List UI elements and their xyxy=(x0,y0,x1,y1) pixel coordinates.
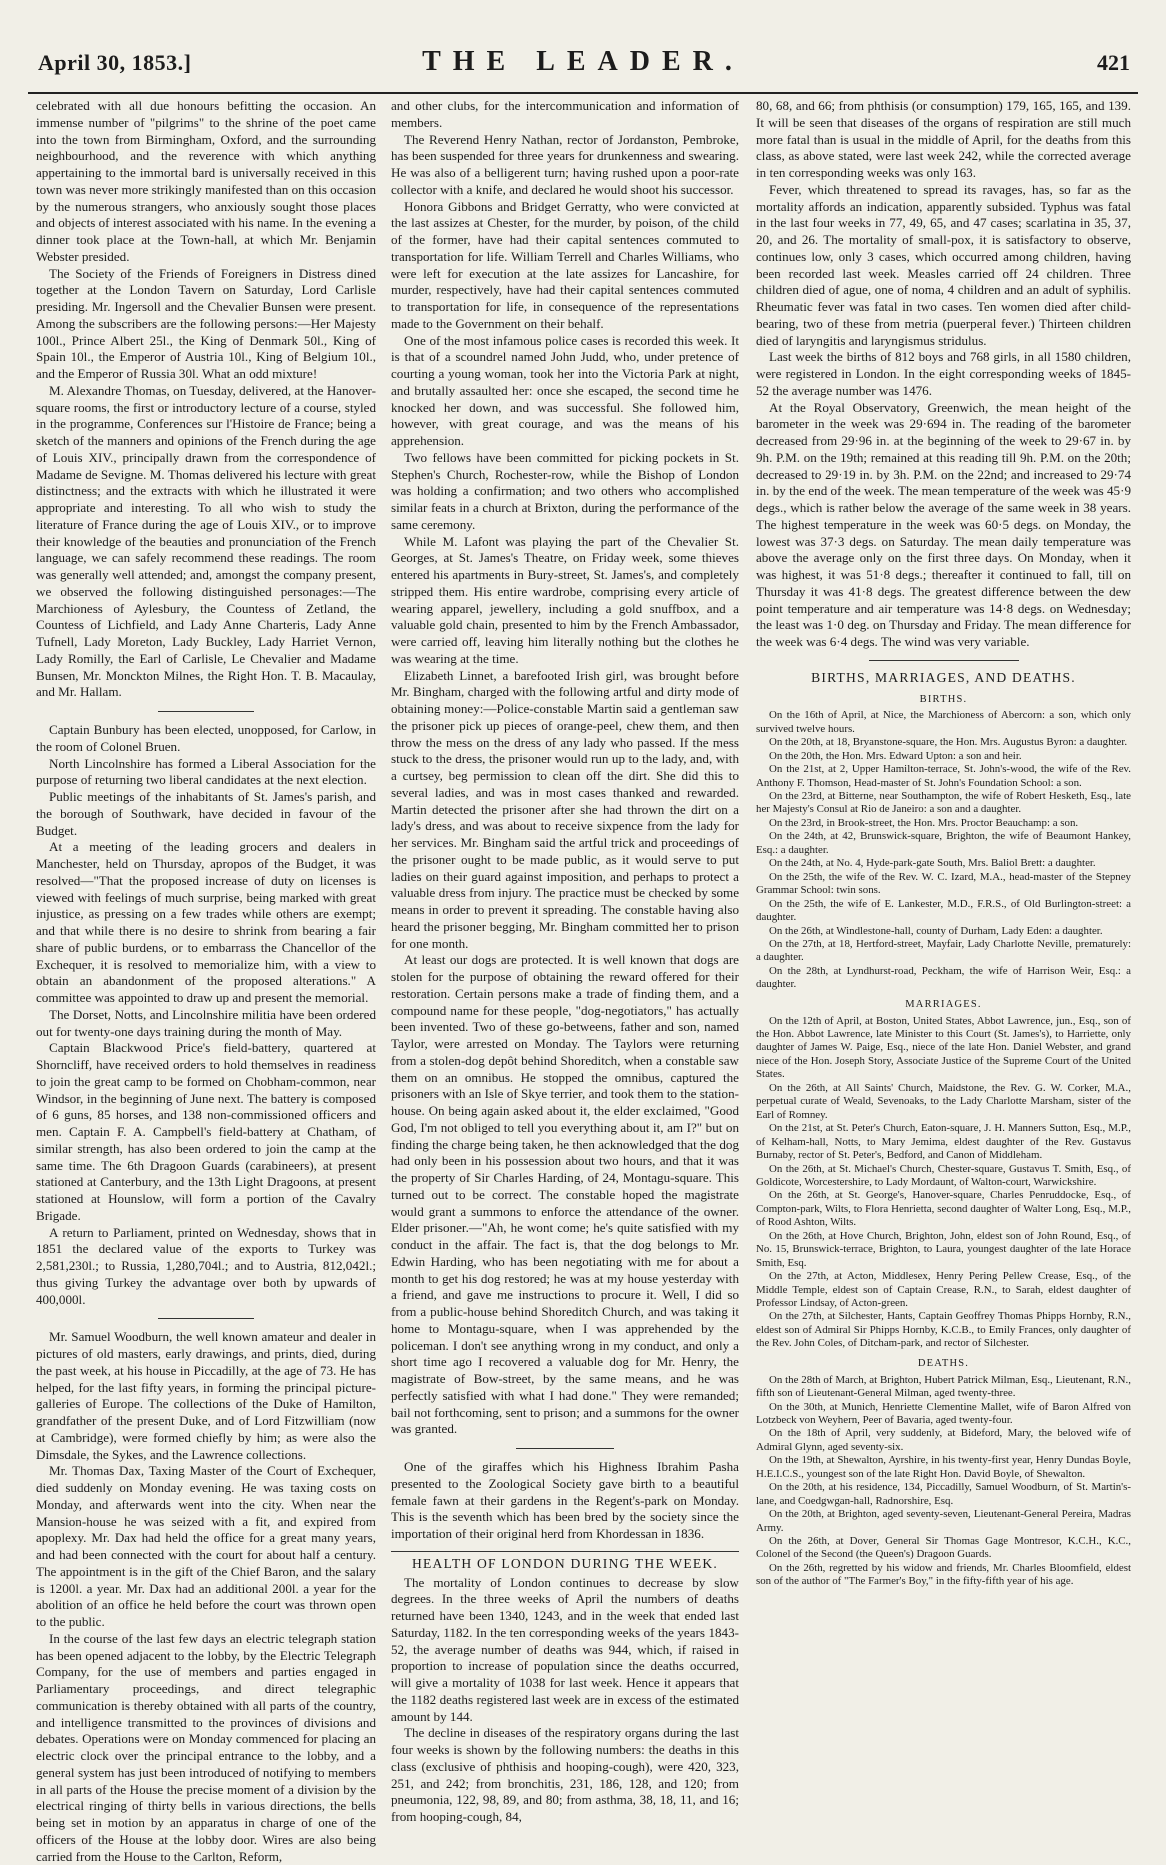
article-paragraph: The Dorset, Notts, and Lincolnshire militia have been ordered out for twenty-one days training during the month of May. xyxy=(36,1006,376,1039)
article-paragraph: At a meeting of the leading grocers and dealers in Manchester, held on Thursday, apropos of the Budget, it was resolved—"That the proposed increase of duty on licenses is viewed with feelings of much surprise, being marked with great injustice, as pressing on a few trades while others are exempt; and that while there is no desire to shrink from bearing a fair share of public burdens, or to embarrass the Chancellor of the Exchequer, it is resolved to memorialize him, with a view to obtain an abandonment of the proposed alterations." A committee was appointed to draw up and present the memorial. xyxy=(36,839,376,1005)
deaths-list xyxy=(756,1374,1131,1589)
section-rule xyxy=(869,660,1019,661)
list-item: On the 20th, at his residence, 134, Piccadilly, Samuel Woodburn, of St. Martin's-lane, and Coedgwgan-hall, Radnorshire, Esq. xyxy=(756,1481,1131,1507)
list-item: On the 24th, at No. 4, Hyde-park-gate South, Mrs. Baliol Brett: a daughter. xyxy=(769,857,1096,870)
issue-date: April 30, 1853.] xyxy=(38,50,192,75)
list-item: On the 21st, at 2, Upper Hamilton-terrace, St. John's-wood, the wife of the Rev. Anthony F. Thomson, Head-master of St. John's Foundation School: a son. xyxy=(756,763,1131,789)
list-item: On the 21st, at St. Peter's Church, Eaton-square, J. H. Manners Sutton, Esq., M.P., of Kelham-hall, Notts, to Mary Jemima, eldest daughter of the Rev. Gustavus Burnaby, rector of St. Peter's, Bedford, and Canon of Middleham. xyxy=(756,1122,1131,1162)
deaths-heading: DEATHS. xyxy=(917,1357,970,1369)
list-item: On the 26th, at St. George's, Hanover-square, Charles Penruddocke, Esq., of Compton-park, Wilts, to Flora Henrietta, second daughter of Walter Long, Esq., M.P., of Rood Ashton, Wilts. xyxy=(756,1189,1131,1229)
health-paragraph: The mortality of London continues to decrease by slow degrees. In the three weeks of April the numbers of deaths returned have been 1340, 1243, and in the week that ended last Saturday, 1182. In the ten corresponding weeks of the years 1843-52, the average number of deaths was 944, which, if raised in proportion to increase of population since the deaths occurred, will give a mortality of 1038 for last week. Hence it appears that the 1182 deaths registered last week are in excess of the estimated amount by 144. xyxy=(391,1574,739,1724)
list-item: On the 26th, at Dover, General Sir Thomas Gage Montresor, K.C.H., K.C., Colonel of the Second (the Queen's) Dragoon Guards. xyxy=(756,1535,1131,1561)
health-paragraph: At the Royal Observatory, Greenwich, the mean height of the barometer in the week was 29·694 in. The reading of the barometer decreased from 29·96 in. at the beginning of the week to 29·67 in. by 9h. P.M. on the 19th; remained at this reading till 9h. P.M. on the 20th; decreased to 29·19 in. by 3h. P.M. on the 22nd; and increased to 29·74 in. by the end of the week. The mean temperature of the week was 45·9 degs., which is rather below the average of the same week in 38 years. The highest temperature in the week was 60·5 degs. on Monday, the lowest was 37·3 degs. on Saturday. The mean daily temperature was above the average only on the first three days. On Monday, when it was highest, it was 51·8 degs.; thereafter it continued to fall, till on Thursday it was 41·8 degs. The greatest difference between the dew point temperature and air temperature was 14·8 degs. on Wednesday; the least was 1·0 deg. on Thursday and Friday. The mean difference for the week was 6·4 degs. The wind was very variable. xyxy=(756,399,1131,649)
list-item: On the 27th, at Acton, Middlesex, Henry Pering Pellew Crease, Esq., of the Middle Temple, eldest son of Captain Crease, R.N., to Sarah, eldest daughter of Professor Lindsay, of Acton-green. xyxy=(756,1270,1131,1310)
separator-rule xyxy=(158,711,253,712)
article-paragraph: At least our dogs are protected. It is well known that dogs are stolen for the purpose of obtaining the reward offered for their restoration. Certain persons make a trade of finding them, and a compound name for these people, "dog-negotiators," has actually been invented. Two of these go-betweens, father and son, named Taylor, were arrested on Monday. The Taylors were returning from a stolen-dog depôt behind Shoreditch, when a constable saw them on an omnibus. He stopped the omnibus, captured the prisoners with an Isle of Skye terrier, and took them to the station-house. On being again asked about it, the elder exclaimed, "Good God, I'm not obliged to tell you everything about it, am I?" but on finding the charge being taken, he then acknowledged that the dog had only been in his possession about two hours, and that it was the property of Sir Charles Harding, of 24, Montagu-square. This turned out to be correct. The constable hoped the magistrate would grant a summons to enforce the attendance of the owner. Elder prisoner.—"Ah, he wont come; he's quite satisfied with my conduct in the affair. The fact is, that the dog belongs to Mr. Edwin Harding, who has been negotiating with me for about a month to get his dog restored; he was at my house yesterday with a friend, and gave me instructions to procure it. Well, I did so from a public-house behind Shoreditch Church, and was taking it home to Montagu-square, when I was apprehended by the policeman. I don't see anything wrong in my conduct, and only a short time ago I recovered a valuable dog for Mr. Henry, the magistrate of Bow-street, by the same means, and he was perfectly satisfied with what I had done." They were remanded; bail not forthcoming, sent to prison; and a summons for the owner was granted. xyxy=(391,952,739,1437)
marriages-list xyxy=(756,1015,1131,1351)
column-1 xyxy=(36,98,376,1865)
article-paragraph: The Society of the Friends of Foreigners in Distress dined together at the London Tavern on Saturday, Lord Carlisle presiding. Mr. Ingersoll and the Chevalier Bunsen were present. Among the subscribers are the following persons:—Her Majesty 100l., Prince Albert 25l., the King of Denmark 50l., King of Spain 10l., the Emperor of Austria 10l., King of Belgium 10l., and the Emperor of Russia 30l. What an odd mixture! xyxy=(36,265,376,381)
list-item: On the 24th, at 42, Brunswick-square, Brighton, the wife of Beaumont Hankey, Esq.: a daughter. xyxy=(756,830,1131,856)
article-paragraph: Elizabeth Linnet, a barefooted Irish girl, was brought before Mr. Bingham, charged with the following artful and dirty mode of obtaining money:—Police-constable Martin said a gentleman saw the prisoner pick up pieces of orange-peel, chew them, and then throw the mess on the dress of any lady who passed. If the mess stuck to the dress, the prisoner would run up to the lady, and, with a curtsey, beg permission to clean off the dirt. She did this to several ladies, and was in most cases thanked and rewarded. Martin detected the prisoner after she had thrown the dirt on a lady's dress, and was about to receive sixpence from the lady for her services. Mr. Bingham said the artful trick and proceedings of the prisoner ought to be made public, as it would serve to put ladies on their guard against imposition, and perhaps to protect a valuable dress from injury. The practice must be checked by some means in order to prevent it spreading. The constable having also heard the prisoner begging, Mr. Bingham committed her to prison for one month. xyxy=(391,667,739,951)
health-paragraph: Fever, which threatened to spread its ravages, has, so far as the mortality affords an indication, apparently subsided. Typhus was fatal in the last four weeks in 77, 49, 65, and 47 cases; scarlatina in 35, 37, 20, and 26. The mortality of small-pox, it is satisfactory to observe, continues low, only 3 cases, which occurred among children, having been recorded last week. Measles carried off 24 children. Three children died of ague, one of noma, 4 children and an adult of syphilis. Rheumatic fever was fatal in two cases. Ten women died after child-bearing, two of these from metria (puerperal fever.) Thirteen children died of laryngitis and laryngismus stridulus. xyxy=(756,181,1131,348)
column-2 xyxy=(391,98,739,1826)
list-item: On the 23rd, at Bitterne, near Southampton, the wife of Robert Hesketh, Esq., late her Majesty's Consul at Rio de Janeiro: a son and a daughter. xyxy=(756,789,1131,816)
article-paragraph: M. Alexandre Thomas, on Tuesday, delivered, at the Hanover-square rooms, the first or introductory lecture of a course, styled in the programme, Conferences sur l'Histoire de France; being a sketch of the manners and opinions of the French during the age of Louis XIV., principally drawn from the correspondence of Madame de Sevigne. M. Thomas delivered his lecture with great distinctness; and the extracts with which he illustrated it were appropriate and interesting. To all who wish to study the literature of France during the age of Louis XIV., or to improve their knowledge of the beauties and pronunciation of the French language, we can safely recommend these readings. The room was generally well attended; and, amongst the company present, we observed the following distinguished personages:—The Marchioness of Aylesbury, the Countess of Zetland, the Countess of Lichfield, and Lady Anne Charteris, Lady Anne Tufnell, Lady Moreton, Lady Buckley, Lady Harriet Vernon, Lady Romilly, the Earl of Carlisle, Le Chevalier and Madame Bunsen, Mr. Monckton Milnes, the Right Hon. T. B. Macaulay, and Mr. Hallam. xyxy=(36,382,376,700)
list-item: On the 26th, at St. Michael's Church, Chester-square, Gustavus T. Smith, Esq., of Goldicote, Worcestershire, to Lady Mordaunt, of Walton-court, Warwickshire. xyxy=(756,1162,1131,1188)
list-item: On the 20th, at 18, Bryanstone-square, the Hon. Mrs. Augustus Byron: a daughter. xyxy=(769,736,1128,749)
article-paragraph: Public meetings of the inhabitants of St. James's parish, and the borough of Southwark, have decided in favour of the Budget. xyxy=(36,789,376,838)
list-item: On the 16th of April, at Nice, the Marchioness of Abercorn: a son, which only survived twelve hours. xyxy=(756,709,1131,735)
list-item: On the 19th, at Shewalton, Ayrshire, in his twenty-first year, Henry Dundas Boyle, H.E.I.C.S., youngest son of the late Right Hon. David Boyle, of Shewalton. xyxy=(756,1454,1131,1480)
column-3 xyxy=(756,98,1131,1589)
health-paragraph: 80, 68, and 66; from phthisis (or consumption) 179, 165, 165, and 139. It will be seen that diseases of the organs of respiration are still much more fatal than is usual in the middle of April, for the deaths from this class, as above stated, were last week 242, while the corrected average in ten corresponding weeks was only 163. xyxy=(756,98,1131,180)
page-number: 421 xyxy=(1097,50,1130,75)
article-paragraph: Two fellows have been committed for picking pockets in St. Stephen's Church, Rochester-row, while the Bishop of London was holding a confirmation; and two others who accomplished similar feats in a church at Brixton, during the performance of the same ceremony. xyxy=(391,449,739,532)
list-item: On the 26th, at Hove Church, Brighton, John, eldest son of John Round, Esq., of No. 15, Brunswick-terrace, Brighton, to Laura, youngest daughter of the late Horace Smith, Esq. xyxy=(756,1229,1131,1269)
health-heading: HEALTH OF LONDON DURING THE WEEK. xyxy=(412,1555,718,1571)
newspaper-title: THE LEADER. xyxy=(422,46,744,77)
list-item: On the 20th, the Hon. Mrs. Edward Upton: a son and heir. xyxy=(769,749,1022,762)
section-rule xyxy=(391,1551,739,1552)
article-paragraph: Captain Bunbury has been elected, unopposed, for Carlow, in the room of Colonel Bruen. xyxy=(36,722,376,754)
article-paragraph: Captain Blackwood Price's field-battery, quartered at Shorncliff, have received orders to hold themselves in readiness to join the great camp to be formed on Chobham-common, near Windsor, in the beginning of June next. The battery is composed of 6 guns, 85 horses, and 138 non-commissioned officers and men. Captain F. A. Campbell's field-battery at Chatham, of similar strength, has also been ordered to join the camp at the same time. The 6th Dragoon Guards (carabineers), at present stationed at Canterbury, and the 13th Light Dragoons, at present stationed at Hounslow, will form a portion of the Cavalry Brigade. xyxy=(36,1040,376,1223)
article-paragraph: Honora Gibbons and Bridget Gerratty, who were convicted at the last assizes at Chester, for the murder, by poison, of the child of the former, have had their capital sentences commuted to transportation for life. William Terrell and Charles Williams, who were left for execution at the late assizes for Lancashire, for murder, respectively, have had their capital sentences commuted to transportation for life, in consequence of the representations made to the Government on their behalf. xyxy=(391,198,739,331)
article-paragraph: North Lincolnshire has formed a Liberal Association for the purpose of returning two liberal candidates at the next election. xyxy=(36,755,376,788)
list-item: On the 18th of April, very suddenly, at Bideford, Mary, the beloved wife of Admiral Glynn, aged seventy-six. xyxy=(756,1427,1131,1453)
births-list xyxy=(756,709,1131,992)
article-paragraph: celebrated with all due honours befitting the occasion. An immense number of "pilgrims" to the shrine of the poet came into the town from Birmingham, Oxford, and the surrounding neighbourhood, and the reverence with which anything appertaining to the immortal bard is universally received in this town was never more strikingly manifested than on this occasion by the numerous strangers, who anxiously sought those places and objects of interest associated with his name. In the evening a dinner took place at the Town-hall, at which Mr. Benjamin Webster presided. xyxy=(36,98,376,264)
article-paragraph: and other clubs, for the intercommunication and information of members. xyxy=(391,98,739,130)
health-paragraph: Last week the births of 812 boys and 768 girls, in all 1580 children, were registered in London. In the eight corresponding weeks of 1845-52 the average number was 1476. xyxy=(756,349,1131,398)
list-item: On the 20th, at Brighton, aged seventy-seven, Lieutenant-General Pereira, Madras Army. xyxy=(756,1508,1131,1534)
births-heading: BIRTHS. xyxy=(919,693,968,705)
giraffe-paragraph: One of the giraffes which his Highness Ibrahim Pasha presented to the Zoological Society gave birth to a beautiful female fawn at their gardens in the Regent's-park on Monday. This is the seventh which has been bred by the society since the importation of their original herd from Khordessan in 1836. xyxy=(391,1459,739,1541)
list-item: On the 26th, regretted by his widow and friends, Mr. Charles Bloomfield, eldest son of the author of "The Farmer's Boy," in the fifty-fifth year of his age. xyxy=(756,1561,1131,1588)
list-item: On the 25th, the wife of the Rev. W. C. Izard, M.A., head-master of the Stepney Grammar School: twin sons. xyxy=(756,870,1131,897)
article-paragraph: In the course of the last few days an electric telegraph station has been opened adjacent to the lobby, by the Electric Telegraph Company, for the use of members and parties engaged in Parliamentary proceedings, and direct telegraphic communication is thereby obtained with all parts of the country, and intelligence transmitted to the provinces of divisions and debates. Operations were on Monday commenced for placing an electric clock over the principal entrance to the lobby, and a general system has just been introduced of notifying to members in all parts of the House the precise moment of a division by the electrical ringing of thirty bells in various directions, the bells being set in motion by an apparatus in charge of one of the officers of the House at the lobby door. Wires are also being carried from the House to the Carlton, Reform, xyxy=(36,1630,376,1864)
article-paragraph: One of the most infamous police cases is recorded this week. It is that of a scoundrel named John Judd, who, under pretence of courting a young woman, took her into the Victoria Park at night, and brutally assaulted her: once she escaped, the second time he knocked her down, and was successful. She followed him, however, with great courage, and was the means of his apprehension. xyxy=(391,332,739,448)
list-item: On the 27th, at 18, Hertford-street, Mayfair, Lady Charlotte Neville, prematurely: a daughter. xyxy=(756,937,1131,964)
header-rule xyxy=(28,92,1138,94)
article-paragraph: Mr. Thomas Dax, Taxing Master of the Court of Exchequer, died suddenly on Monday evening. He was taxing costs on Monday, and afterwards went into the city. When near the Mansion-house he was seized with a fit, and expired from apoplexy. Mr. Dax had held the office for a great many years, and had been connected with the court for about half a century. The appointment is in the gift of the Chief Baron, and the salary is 1200l. a year. Mr. Dax had an additional 200l. a year for the abolition of an office he held before the court was thrown open to the public. xyxy=(36,1463,376,1629)
bmd-heading: BIRTHS, MARRIAGES, AND DEATHS. xyxy=(811,669,1076,685)
list-item: On the 26th, at Windlestone-hall, county of Durham, Lady Eden: a daughter. xyxy=(769,924,1103,937)
list-item: On the 30th, at Munich, Henriette Clementine Mallet, wife of Baron Alfred von Lotzbeck von Weyhern, Peer of Bavaria, aged twenty-four. xyxy=(756,1400,1131,1426)
page-header xyxy=(30,44,1136,92)
article-paragraph: Mr. Samuel Woodburn, the well known amateur and dealer in pictures of old masters, early drawings, and prints, died, during the past week, at his house in Piccadilly, at the age of 73. He has helped, for the last fifty years, in forming the principal picture-galleries of Europe. The collections of the Duke of Hamilton, grandfather of the present Duke, and of Lord Fitzwilliam (now at Cambridge), were formed chiefly by him; as were also the Dimsdale, the Sykes, and the Lawrence collections. xyxy=(36,1329,376,1462)
article-paragraph: The Reverend Henry Nathan, rector of Jordanston, Pembroke, has been suspended for three years for drunkenness and swearing. He was also of a belligerent turn; having rushed upon a poor-rate collector with a knife, and declared he would shoot his successor. xyxy=(391,131,739,197)
list-item: On the 28th of March, at Brighton, Hubert Patrick Milman, Esq., Lieutenant, R.N., fifth son of Lieutenant-General Milman, aged twenty-three. xyxy=(756,1373,1131,1400)
separator-rule xyxy=(516,1448,613,1449)
list-item: On the 27th, at Silchester, Hants, Captain Geoffrey Thomas Phipps Hornby, R.N., eldest son of Admiral Sir Phipps Hornby, K.C.B., to Emily Frances, only daughter of the Rev. John Coles, of Ditcham-park, and rector of Silchester. xyxy=(756,1310,1131,1350)
article-paragraph: A return to Parliament, printed on Wednesday, shows that in 1851 the declared value of the exports to Turkey was 2,581,230l.; to Russia, 1,280,704l.; and to Austria, 812,042l.; thus giving Turkey the advantage over both by upwards of 400,000l. xyxy=(36,1224,376,1307)
separator-rule xyxy=(158,1318,253,1319)
article-paragraph: While M. Lafont was playing the part of the Chevalier St. Georges, at St. James's Theatre, on Friday week, some thieves entered his apartments in Bury-street, St. James's, and completely stripped them. His entire wardrobe, comprising every article of wearing apparel, jewellery, including a gold snuffbox, and a valuable gold chain, presented to him by the French Ambassador, were carried off, leaving him literally nothing but the clothes he was wearing at the time. xyxy=(391,533,739,666)
health-paragraph: The decline in diseases of the respiratory organs during the last four weeks is shown by the following numbers: the deaths in this class (exclusive of phthisis and hooping-cough), were 420, 323, 251, and 242; from bronchitis, 231, 186, 128, and 120; from pneumonia, 122, 98, 89, and 80; from asthma, 38, 18, 11, and 16; from hooping-cough, 84, xyxy=(391,1725,739,1824)
list-item: On the 23rd, in Brook-street, the Hon. Mrs. Proctor Beauchamp: a son. xyxy=(769,816,1079,829)
list-item: On the 12th of April, at Boston, United States, Abbot Lawrence, jun., Esq., son of the Hon. Abbot Lawrence, late Minister to this Court (St. James's), to Harriette, only daughter of James W. Paige, Esq., niece of the late Hon. Daniel Webster, and grand niece of the Hon. Joseph Story, Associate Justice of the Supreme Court of the United States. xyxy=(756,1014,1131,1081)
marriages-heading: MARRIAGES. xyxy=(905,998,982,1010)
list-item: On the 28th, at Lyndhurst-road, Peckham, the wife of Harrison Weir, Esq.: a daughter. xyxy=(756,964,1131,991)
list-item: On the 26th, at All Saints' Church, Maidstone, the Rev. G. W. Corker, M.A., perpetual curate of Weald, Sevenoaks, to the Lady Charlotte Marsham, sister of the Earl of Romney. xyxy=(756,1081,1131,1121)
list-item: On the 25th, the wife of E. Lankester, M.D., F.R.S., of Old Burlington-street: a daughter. xyxy=(756,897,1131,924)
